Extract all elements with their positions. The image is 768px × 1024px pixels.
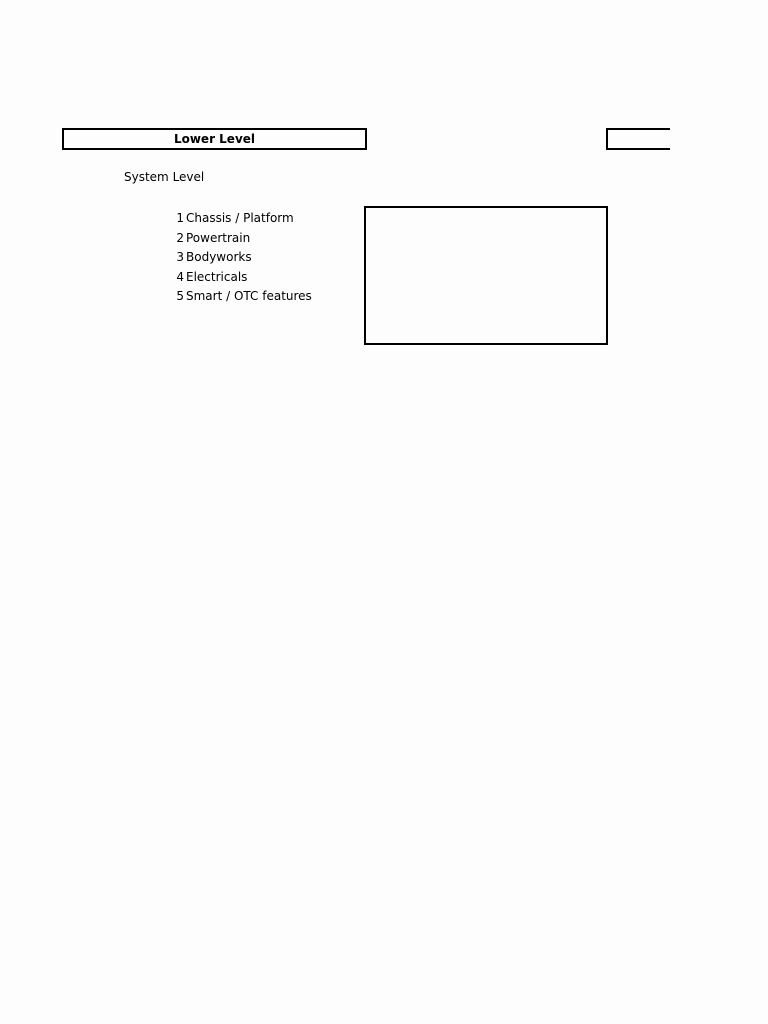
system-item-label: Chassis / Platform (186, 211, 294, 225)
lower-level-label: Lower Level (173, 132, 256, 146)
system-list (174, 209, 312, 307)
system-item-electricals (174, 268, 312, 288)
right-header-box (606, 128, 670, 150)
system-item-number: 4 (176, 269, 184, 284)
system-item-label: Smart / OTC features (186, 289, 312, 303)
system-item-number: 2 (176, 230, 184, 245)
system-item-number: 1 (176, 211, 184, 225)
lower-level-header-box (62, 128, 367, 150)
system-level-label: System Level (124, 170, 205, 184)
system-item-label: Powertrain (186, 230, 251, 245)
system-item-bodyworks (174, 248, 312, 268)
system-item-chassis (174, 209, 312, 229)
system-item-number: 5 (176, 289, 184, 303)
system-item-label: Electricals (186, 269, 248, 284)
system-item-number: 3 (176, 250, 184, 264)
empty-selection-box (364, 206, 608, 345)
system-item-label: Bodyworks (186, 250, 252, 264)
system-item-powertrain (174, 229, 312, 249)
system-item-smart-otc (174, 287, 312, 307)
